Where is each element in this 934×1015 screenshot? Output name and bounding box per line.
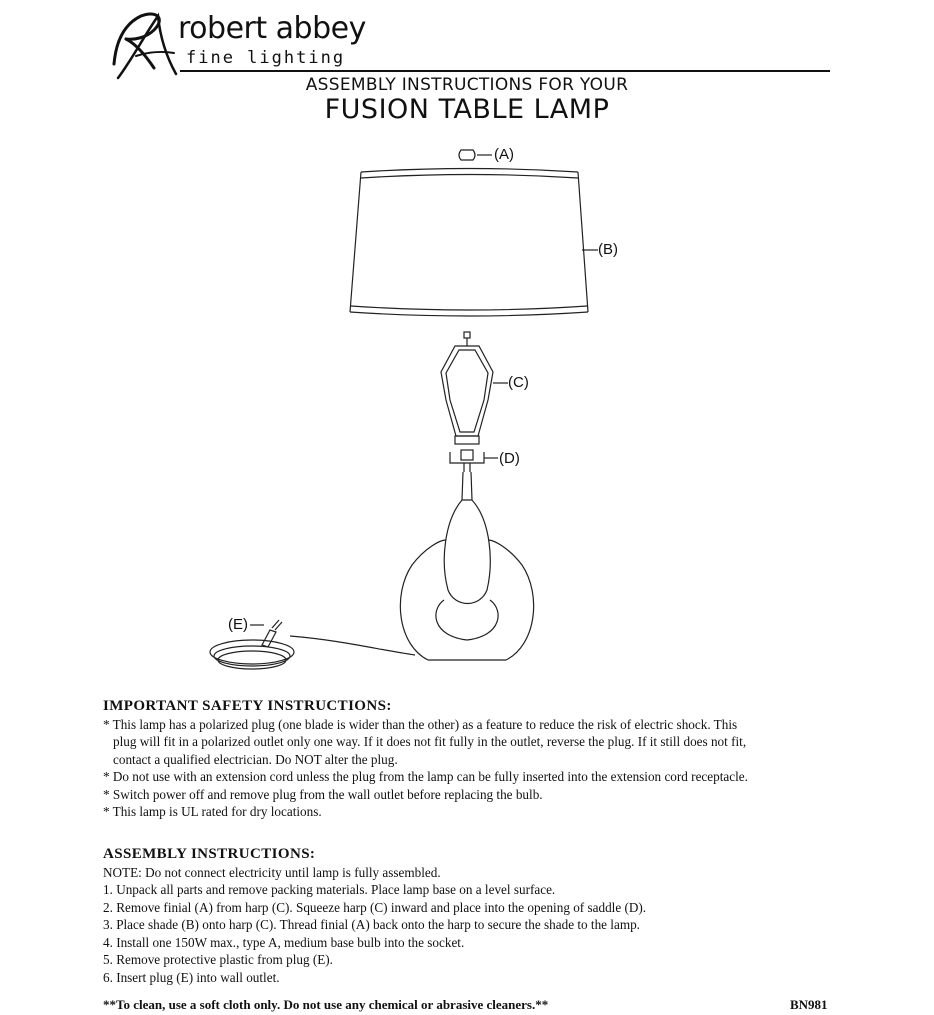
callout-plug: (E) — [228, 616, 248, 633]
finial-part — [459, 150, 492, 160]
lamp-base — [400, 472, 533, 660]
assembly-heading: ASSEMBLY INSTRUCTIONS: — [103, 846, 316, 862]
safety-line: * Do not use with an extension cord unless the plug from the lamp can be fully inserted into the extension cord receptacle. — [103, 769, 748, 784]
document-title: FUSION TABLE LAMP — [324, 94, 610, 125]
safety-line: * This lamp has a polarized plug (one blade is wider than the other) as a feature to reduce the risk of electric shock. This — [103, 716, 738, 732]
safety-heading: IMPORTANT SAFETY INSTRUCTIONS: — [103, 698, 392, 714]
assembly-line: NOTE: Do not connect electricity until lamp is fully assembled. — [103, 864, 441, 880]
callout-finial: (A) — [494, 146, 514, 163]
logo-brand: robert abbey — [178, 11, 366, 46]
callout-saddle: (D) — [499, 450, 520, 467]
harp-part — [441, 332, 508, 444]
assembly-line: 4. Install one 150W max., type A, medium base bulb into the socket. — [103, 934, 465, 950]
logo-tagline: fine lighting — [186, 48, 346, 68]
assembly-line: 6. Insert plug (E) into wall outlet. — [103, 969, 280, 985]
safety-section — [103, 698, 748, 821]
cleaning-note: **To clean, use a soft cloth only. Do not use any chemical or abrasive cleaners.** — [103, 997, 549, 1012]
assembly-section — [103, 846, 646, 986]
saddle-part — [450, 450, 498, 472]
safety-line: plug will fit in a polarized outlet only one way. If it does not fit fully in the outlet, reverse the plug. If it still does not fit, — [113, 734, 747, 749]
safety-line: contact a qualified electrician. Do NOT alter the plug. — [113, 751, 398, 767]
safety-line: * This lamp is UL rated for dry locations. — [103, 804, 322, 819]
model-number: BN981 — [790, 997, 828, 1012]
assembly-line: 2. Remove finial (A) from harp (C). Squeeze harp (C) inward and place into the opening of saddle (D). — [103, 899, 647, 915]
assembly-line: 5. Remove protective plastic from plug (E). — [103, 952, 333, 967]
assembly-line: 1. Unpack all parts and remove packing materials. Place lamp base on a level surface. — [103, 882, 556, 897]
safety-line: * Switch power off and remove plug from the wall outlet before replacing the bulb. — [103, 786, 543, 802]
document-subtitle: ASSEMBLY INSTRUCTIONS FOR YOUR — [305, 75, 629, 95]
callout-harp: (C) — [508, 374, 529, 391]
shade-part — [350, 169, 598, 317]
assembly-line: 3. Place shade (B) onto harp (C). Thread finial (A) back onto the harp to secure the shade to the lamp. — [103, 917, 640, 932]
callout-shade: (B) — [598, 241, 618, 258]
